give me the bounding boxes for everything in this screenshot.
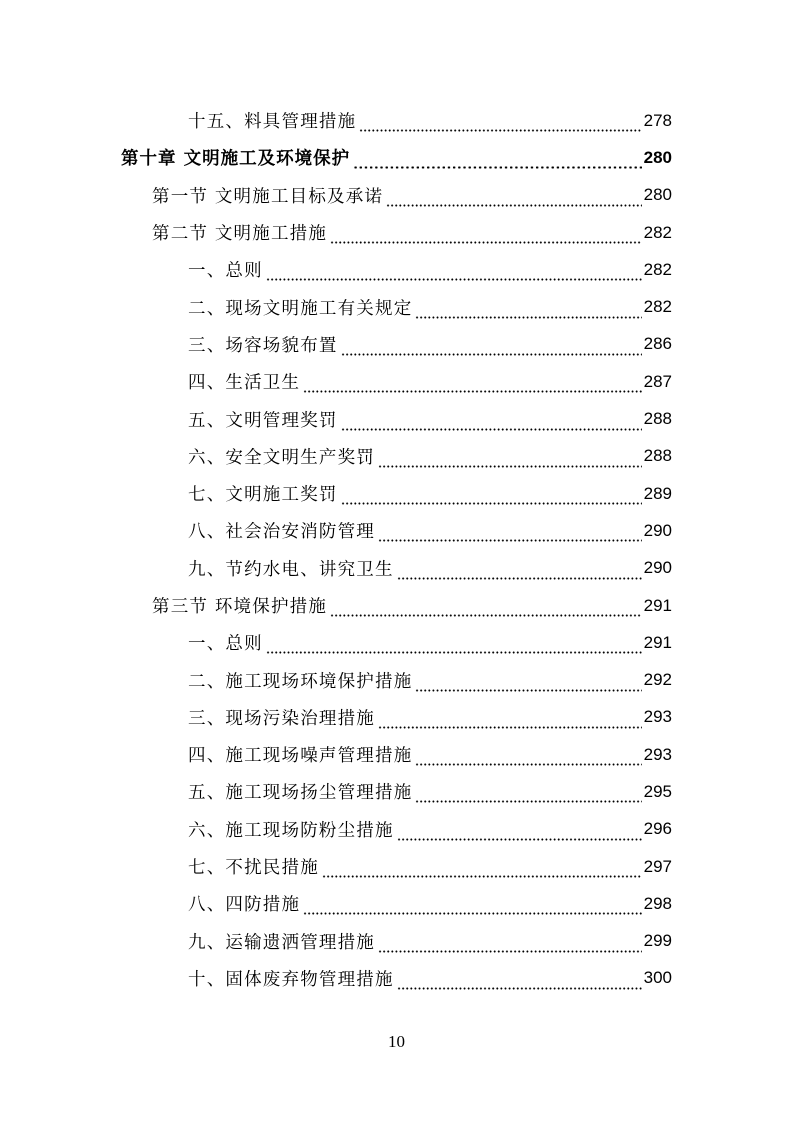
dot-leader xyxy=(378,712,642,729)
toc-entry-page-number: 296 xyxy=(643,819,672,839)
page-number: 10 xyxy=(388,1032,405,1051)
toc-entry-page-number: 286 xyxy=(643,334,672,354)
toc-entry-title: 三、现场污染治理措施 xyxy=(188,708,375,729)
dot-leader xyxy=(415,675,641,692)
dot-leader xyxy=(303,376,641,393)
dot-leader xyxy=(386,190,641,207)
toc-entry-title: 六、施工现场防粉尘措施 xyxy=(188,820,394,841)
toc-entry-page-number: 292 xyxy=(643,670,672,690)
toc-entry-item[interactable] xyxy=(0,773,793,810)
toc-entry-item[interactable] xyxy=(0,848,793,885)
toc-entry-item[interactable] xyxy=(0,811,793,848)
toc-entry-title: 九、节约水电、讲究卫生 xyxy=(188,559,394,580)
toc-entry-title: 八、四防措施 xyxy=(188,895,301,916)
dot-leader xyxy=(266,637,642,654)
dot-leader xyxy=(341,414,642,431)
toc-entry-page-number: 287 xyxy=(643,371,672,391)
toc-entry-page-number: 290 xyxy=(643,558,672,578)
toc-entry-page-number: 280 xyxy=(643,185,672,205)
dot-leader xyxy=(359,115,641,132)
toc-entry-title: 四、生活卫生 xyxy=(188,373,301,394)
toc-entry-page-number: 288 xyxy=(643,446,672,466)
toc-entry-page-number: 291 xyxy=(643,632,672,652)
toc-entry-title: 一、总则 xyxy=(188,634,263,655)
toc-entry-item[interactable] xyxy=(0,736,793,773)
toc-entry-page-number: 288 xyxy=(643,409,672,429)
dot-leader xyxy=(330,600,642,617)
toc-entry-title: 第一节 文明施工目标及承诺 xyxy=(152,186,384,207)
toc-entry-item[interactable] xyxy=(0,960,793,997)
dot-leader xyxy=(415,302,641,319)
toc-entry-page-number: 299 xyxy=(643,931,672,951)
toc-entry-title: 二、施工现场环境保护措施 xyxy=(188,671,413,692)
dot-leader xyxy=(330,227,642,244)
toc-entry-title: 五、施工现场扬尘管理措施 xyxy=(188,783,413,804)
toc-entry-page-number: 297 xyxy=(643,856,672,876)
toc-entry-item[interactable] xyxy=(0,624,793,661)
toc-entry-item[interactable] xyxy=(0,438,793,475)
toc-entry-item[interactable] xyxy=(0,326,793,363)
dot-leader xyxy=(303,898,641,915)
toc-entry-title: 四、施工现场噪声管理措施 xyxy=(188,746,413,767)
toc-entry-title: 七、文明施工奖罚 xyxy=(188,485,338,506)
toc-entry-title: 六、安全文明生产奖罚 xyxy=(188,447,375,468)
toc-entry-page-number: 282 xyxy=(643,222,672,242)
dot-leader xyxy=(353,152,642,169)
toc-entry-item[interactable] xyxy=(0,102,793,139)
dot-leader xyxy=(341,488,642,505)
toc-entry-title: 二、现场文明施工有关规定 xyxy=(188,298,413,319)
toc-entry-item[interactable] xyxy=(0,363,793,400)
toc-entry-page-number: 293 xyxy=(643,707,672,727)
toc-entry-item[interactable] xyxy=(0,550,793,587)
toc-entry-section[interactable] xyxy=(0,214,793,251)
dot-leader xyxy=(397,973,642,990)
toc-entry-title: 十五、料具管理措施 xyxy=(188,112,357,133)
toc-entry-title: 第二节 文明施工措施 xyxy=(152,224,328,245)
toc-entry-item[interactable] xyxy=(0,288,793,325)
toc-entry-title: 八、社会治安消防管理 xyxy=(188,522,375,543)
toc-entry-item[interactable] xyxy=(0,512,793,549)
toc-entry-title: 第三节 环境保护措施 xyxy=(152,597,328,617)
toc-entry-title: 一、总则 xyxy=(188,261,263,282)
dot-leader xyxy=(322,861,642,878)
toc-entry-page-number: 289 xyxy=(643,483,672,503)
dot-leader xyxy=(378,936,642,953)
toc-entry-item[interactable] xyxy=(0,475,793,512)
toc-entry-page-number: 295 xyxy=(643,781,672,801)
toc-entry-page-number: 282 xyxy=(643,297,672,317)
toc-entry-item[interactable] xyxy=(0,251,793,288)
toc-entry-page-number: 278 xyxy=(643,110,672,130)
toc-entry-item[interactable] xyxy=(0,661,793,698)
toc-entry-title: 十、固体废弃物管理措施 xyxy=(188,969,394,990)
toc-entry-page-number: 298 xyxy=(643,893,672,913)
toc-entry-page-number: 280 xyxy=(643,147,672,167)
dot-leader xyxy=(378,451,642,468)
toc-entry-chapter[interactable] xyxy=(0,139,793,176)
toc-entry-section[interactable] xyxy=(0,177,793,214)
toc-entry-page-number: 282 xyxy=(643,259,672,279)
toc-entry-item[interactable] xyxy=(0,885,793,922)
toc-entry-title: 五、文明管理奖罚 xyxy=(188,410,338,431)
toc-entry-section[interactable] xyxy=(0,587,793,624)
dot-leader xyxy=(415,749,641,766)
dot-leader xyxy=(378,525,642,542)
toc-entry-page-number: 290 xyxy=(643,520,672,540)
toc-entry-page-number: 291 xyxy=(643,595,672,615)
toc-entry-title: 三、场容场貌布置 xyxy=(188,335,338,356)
toc-entry-item[interactable] xyxy=(0,400,793,437)
table-of-contents xyxy=(0,102,793,997)
toc-entry-page-number: 300 xyxy=(643,968,672,988)
toc-entry-title: 七、不扰民措施 xyxy=(188,858,319,879)
toc-entry-title: 九、运输遗洒管理措施 xyxy=(188,932,375,953)
toc-entry-title: 第十章 文明施工及环境保护 xyxy=(121,149,351,170)
dot-leader xyxy=(266,264,642,281)
toc-entry-item[interactable] xyxy=(0,923,793,960)
dot-leader xyxy=(415,786,641,803)
dot-leader xyxy=(341,339,642,356)
dot-leader xyxy=(397,824,642,841)
dot-leader xyxy=(397,563,642,580)
toc-entry-page-number: 293 xyxy=(643,744,672,764)
toc-entry-item[interactable] xyxy=(0,699,793,736)
